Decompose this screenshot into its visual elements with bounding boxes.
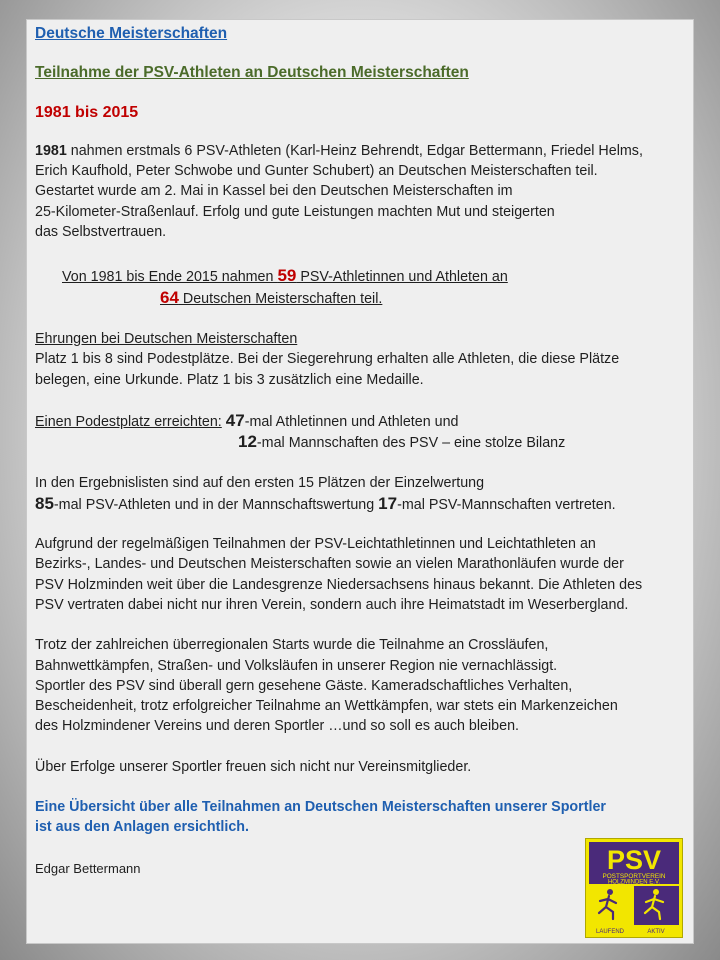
results-text-2: -mal PSV-Mannschaften vertreten. xyxy=(397,496,616,513)
podium-section xyxy=(35,411,685,454)
podium-label: Einen Podestplatz erreichten: xyxy=(35,413,222,430)
logo-brand-text: PSV xyxy=(606,845,662,875)
members-paragraph: Über Erfolge unserer Sportler freuen sich nicht nur Vereinsmitglieder. xyxy=(35,758,472,775)
regional-line-4: Bescheidenheit, trotz erfolgreicher Teilnahme an Wettkämpfen, war stets ein Markenzeichen xyxy=(35,698,618,715)
document-content xyxy=(35,24,685,879)
regional-line-3: Sportler des PSV sind überall gern gesehene Gäste. Kameradschaftliches Verhalten, xyxy=(35,677,573,694)
intro-line-3: Gestartet wurde am 2. Mai in Kassel bei den Deutschen Meisterschaften im xyxy=(35,183,513,200)
reputation-line-4: PSV vertraten dabei nicht nur ihren Verein, sondern auch ihre Heimatstadt im Weserbergland. xyxy=(35,596,629,613)
athlete-count: 59 xyxy=(277,266,297,286)
intro-line-2: Erich Kaufhold, Peter Schwobe und Gunter Schubert) an Deutschen Meisterschaften teil. xyxy=(35,163,598,180)
reputation-line-3: PSV Holzminden weit über die Landesgrenze Niedersachsens hinaus bekannt. Die Athleten des xyxy=(35,576,643,593)
intro-line-4: 25-Kilometer-Straßenlauf. Erfolg und gute Leistungen machten Mut und steigerten xyxy=(35,203,555,220)
intro-line-1: nahmen erstmals 6 PSV-Athleten (Karl-Heinz Behrendt, Edgar Bettermann, Friedel Helms, xyxy=(66,142,643,159)
podium-text-1: -mal Athletinnen und Athleten und xyxy=(244,413,459,430)
results-line-1: In den Ergebnislisten sind auf den ersten 15 Plätzen der Einzelwertung xyxy=(35,475,485,492)
honors-section xyxy=(35,329,685,390)
summary-pre: Von 1981 bis Ende 2015 nahmen xyxy=(62,269,278,286)
logo-line-2: HOLZMINDEN E.V. xyxy=(607,879,661,886)
honors-heading: Ehrungen bei Deutschen Meisterschaften xyxy=(35,330,298,347)
results-text-1: -mal PSV-Athleten und in der Mannschaftswertung xyxy=(53,496,379,513)
logo-right-label: AKTIV xyxy=(647,929,665,935)
honors-line-1: Platz 1 bis 8 sind Podestplätze. Bei der Siegerehrung erhalten alle Athleten, die diese Plätze xyxy=(35,351,620,368)
reputation-line-2: Bezirks-, Landes- und Deutschen Meisterschaften sowie an vielen Marathonläufen wurde der xyxy=(35,556,624,573)
logo-line-1: POSTSPORTVEREIN xyxy=(602,873,666,880)
podium-team-count: 12 xyxy=(238,432,257,452)
podium-athlete-count: 47 xyxy=(225,410,245,430)
logo-left-label: LAUFEND xyxy=(595,929,625,935)
overview-line-1: Eine Übersicht über alle Teilnahmen an Deutschen Meisterschaften unserer Sportler xyxy=(35,799,606,816)
page-subtitle: Teilnahme der PSV-Athleten an Deutschen Meisterschaften xyxy=(35,64,469,82)
intro-year: 1981 xyxy=(35,142,67,159)
regional-line-1: Trotz der zahlreichen überregionalen Starts wurde die Teilnahme an Crossläufen, xyxy=(35,637,549,654)
psv-logo-graphic xyxy=(586,839,682,937)
overview-line-2: ist aus den Anlagen ersichtlich. xyxy=(35,819,249,836)
honors-line-2: belegen, eine Urkunde. Platz 1 bis 3 zusätzlich eine Medaille. xyxy=(35,371,424,388)
regional-paragraph xyxy=(35,635,685,736)
author-signature: Edgar Bettermann xyxy=(35,860,141,876)
results-section xyxy=(35,473,685,515)
reputation-line-1: Aufgrund der regelmäßigen Teilnahmen der PSV-Leichtathletinnen und Leichtathleten an xyxy=(35,536,596,553)
year-range-heading: 1981 bis 2015 xyxy=(35,103,139,121)
psv-logo xyxy=(585,838,683,938)
summary-mid: PSV-Athletinnen und Athleten an xyxy=(296,269,508,286)
page-title: Deutsche Meisterschaften xyxy=(35,25,228,42)
intro-line-5: das Selbstvertrauen. xyxy=(35,224,167,241)
regional-line-2: Bahnwettkämpfen, Straßen- und Volksläufen in unserer Region nie vernachlässigt. xyxy=(35,657,558,674)
regional-line-5: des Holzmindener Vereins und deren Sportler …und so soll es auch bleiben. xyxy=(35,718,519,735)
podium-text-2: -mal Mannschaften des PSV – eine stolze Bilanz xyxy=(256,435,566,452)
summary-post: Deutschen Meisterschaften teil. xyxy=(178,290,383,307)
reputation-paragraph xyxy=(35,534,685,615)
summary-block xyxy=(35,266,685,309)
results-athlete-count: 85 xyxy=(35,493,54,513)
overview-note xyxy=(35,797,685,838)
results-team-count: 17 xyxy=(378,493,398,513)
championship-count: 64 xyxy=(160,287,179,307)
intro-paragraph xyxy=(35,141,685,242)
